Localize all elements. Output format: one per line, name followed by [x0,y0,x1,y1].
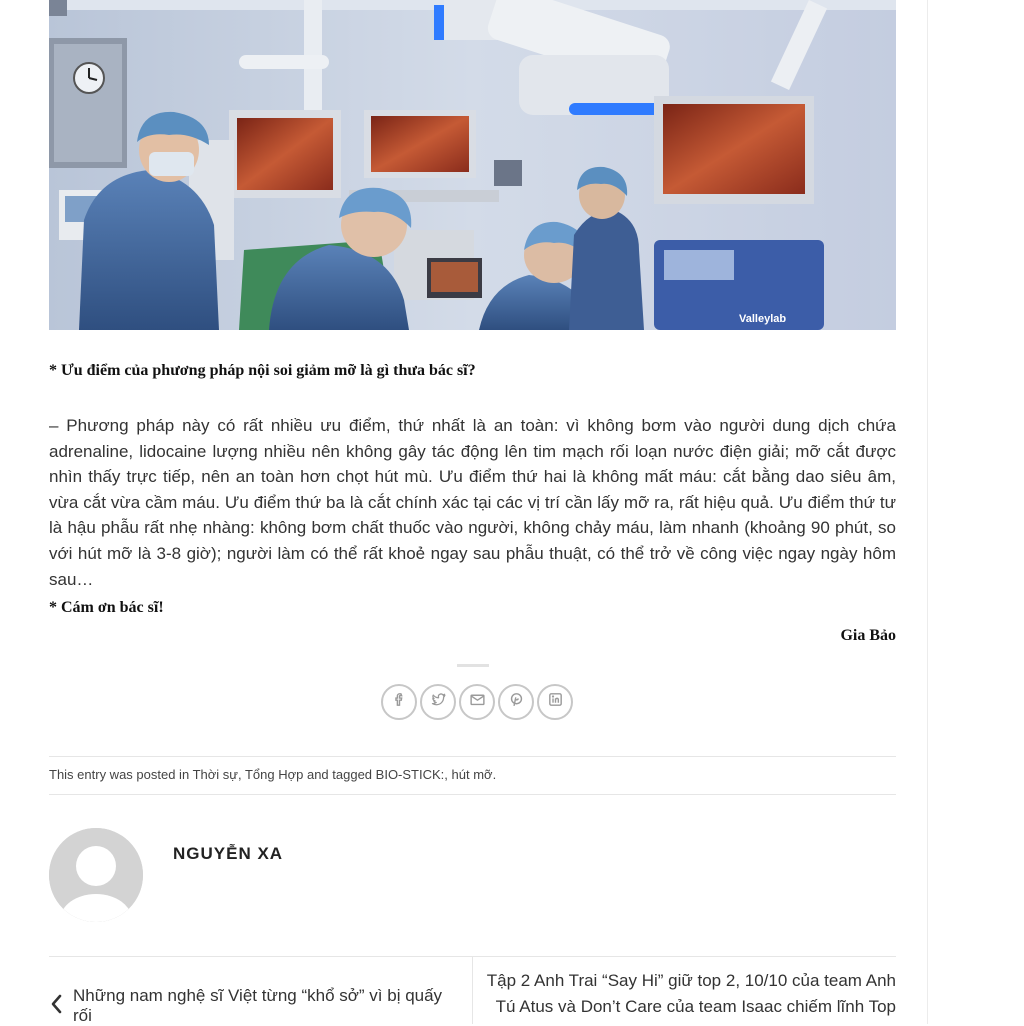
author-name: NGUYỄN XA [173,844,284,863]
meta-end: . [492,767,497,782]
share-divider [457,664,489,667]
meta-divider-bottom [49,794,896,795]
default-avatar-icon [49,828,143,922]
meta-divider-top [49,756,896,757]
device-brand-label: Valleylab [739,313,787,325]
tag-link-hut-mo[interactable]: hút mỡ [451,767,493,782]
pinterest-icon [508,691,525,713]
share-buttons [381,684,573,720]
linkedin-icon [547,691,564,713]
chevron-left-icon [49,993,63,1019]
share-pinterest-button[interactable] [498,684,534,720]
twitter-icon [430,691,447,713]
next-post-link[interactable]: Tập 2 Anh Trai “Say Hi” giữ top 2, 10/10 của team Anh Tú Atus và Don’t Care của team Isaac chiếm lĩnh Top [486,971,896,1016]
share-facebook-button[interactable] [381,684,417,720]
sidebar-border [927,0,928,1024]
category-link-thoi-su[interactable]: Thời sự [192,767,238,782]
share-linkedin-button[interactable] [537,684,573,720]
share-twitter-button[interactable] [420,684,456,720]
meta-separator: , [237,767,245,782]
article-hero-image [49,0,896,330]
article-signature: Gia Bảo [840,627,896,644]
meta-separator: , [444,767,452,782]
category-link-tong-hop[interactable]: Tổng Hợp [244,767,304,782]
previous-post-title: Những nam nghệ sĩ Việt từng “khổ sở” vì bị quấy rối [73,986,443,1025]
meta-tagged-text: and tagged [303,767,376,782]
previous-post-link[interactable] [49,986,464,1026]
author-avatar [49,828,143,922]
facebook-icon [391,691,408,713]
email-icon [469,691,486,713]
interview-answer: – Phương pháp này có rất nhiều ưu điểm, thứ nhất là an toàn: vì không bơm vào người dung dịch chứa adrenaline, lidocaine lượng nhiều nên không gây tác động lên tim mạch rối loạn nước điện giải; mỡ cắt được nhìn thấy trực tiếp, nên an toàn hơn chọt hút mù. Ưu điểm thứ hai là không mất máu: cắt bằng dao siêu âm, vừa cắt vừa cầm máu. Ưu điểm thứ ba là cắt chính xác tại các vị trí cần lấy mỡ ra, rất hiệu quả. Ưu điểm thứ tư là hậu phẫu rất nhẹ nhàng: không bơm chất thuốc vào người, không chảy máu, làm nhanh (khoảng 90 phút, so với hút mỡ là 3-8 giờ); người làm có thể rất khoẻ ngay sau phẫu thuật, có thể trở về công việc ngay ngày hôm sau… [49,416,896,589]
meta-prefix: This entry was posted in [49,767,193,782]
post-nav-split [472,957,473,1024]
interview-closing: * Cám ơn bác sĩ! [49,599,164,616]
interview-question: * Ưu điểm của phương pháp nội soi giảm mỡ là gì thưa bác sĩ? [49,362,476,379]
share-email-button[interactable] [459,684,495,720]
entry-meta [49,767,496,782]
tag-link-bio-stick[interactable]: BIO-STICK: [375,767,445,782]
